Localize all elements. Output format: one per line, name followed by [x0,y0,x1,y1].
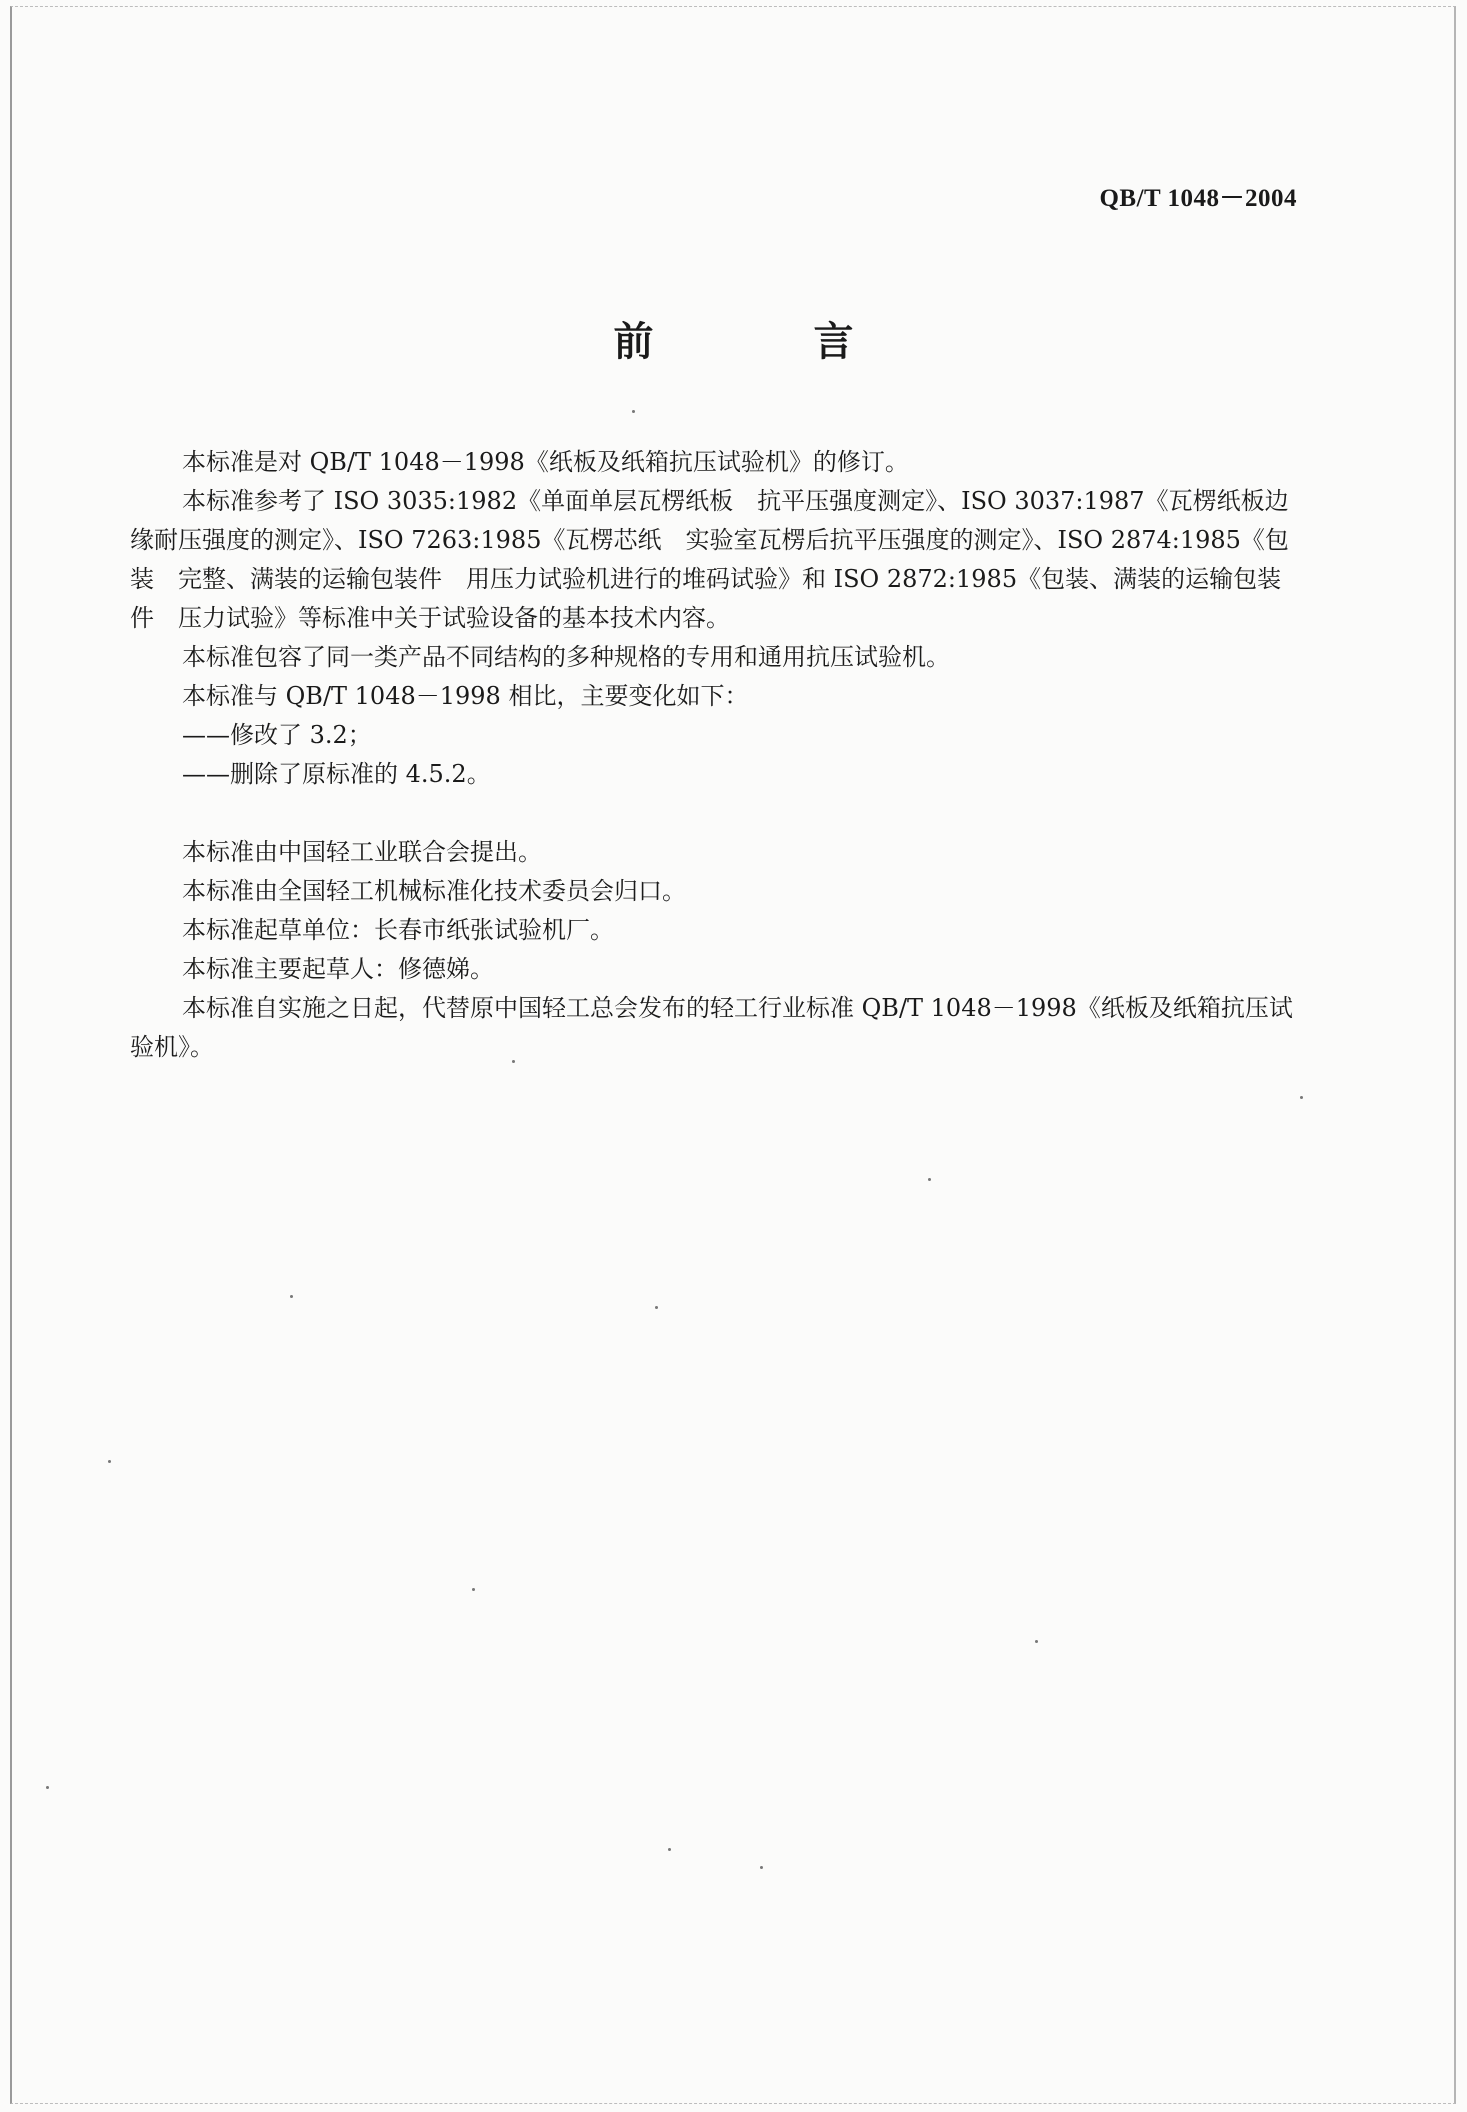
paragraph-scope: 本标准包容了同一类产品不同结构的多种规格的专用和通用抗压试验机。 [182,643,950,671]
paragraph-administrator: 本标准由全国轻工机械标准化技术委员会归口。 [182,877,686,905]
scan-speck [668,1848,671,1851]
paragraph-drafting-unit: 本标准起草单位：长春市纸张试验机厂。 [182,916,614,944]
scan-speck [472,1588,475,1591]
scan-speck [632,410,635,413]
change-item: ——删除了原标准的 4.5.2。 [182,760,491,788]
paragraph-changes-intro: 本标准与 QB/T 1048－1998 相比，主要变化如下： [182,682,749,710]
change-item: ——修改了 3.2； [182,721,372,749]
section-gap [130,794,1295,833]
paragraph-revision: 本标准是对 QB/T 1048－1998《纸板及纸箱抗压试验机》的修订。 [182,448,909,476]
scan-speck [512,1060,515,1063]
foreword-body [130,443,1295,1067]
scan-speck [760,1866,763,1869]
scan-speck [108,1460,111,1463]
paragraph-proposer: 本标准由中国轻工业联合会提出。 [182,838,542,866]
paragraph-replacement: 本标准自实施之日起，代替原中国轻工总会发布的轻工行业标准 QB/T 1048－1998《纸板及纸箱抗压试验机》。 [130,994,1293,1061]
scan-speck [655,1306,658,1309]
scan-speck [290,1295,293,1298]
standard-code: QB/T 1048－2004 [1099,185,1297,212]
scan-speck [1035,1640,1038,1643]
scan-speck [928,1178,931,1181]
page-title: 前 言 [613,319,914,365]
paragraph-drafter: 本标准主要起草人：修德娣。 [182,955,494,983]
scan-speck [46,1786,49,1789]
paragraph-references: 本标准参考了 ISO 3035:1982《单面单层瓦楞纸板 抗平压强度测定》、ISO 3037:1987《瓦楞纸板边缘耐压强度的测定》、ISO 7263:1985《瓦楞芯纸 实验室瓦楞后抗平压强度的测定》、ISO 2874:1985《包装 完整、满装的运输包装件 用压力试验机进行的堆码试验》和 ISO 2872:1985《包装、满装的运输包装件 压力试验》等标准中关于试验设备的基本技术内容。 [130,487,1289,632]
scan-speck [1300,1096,1303,1099]
